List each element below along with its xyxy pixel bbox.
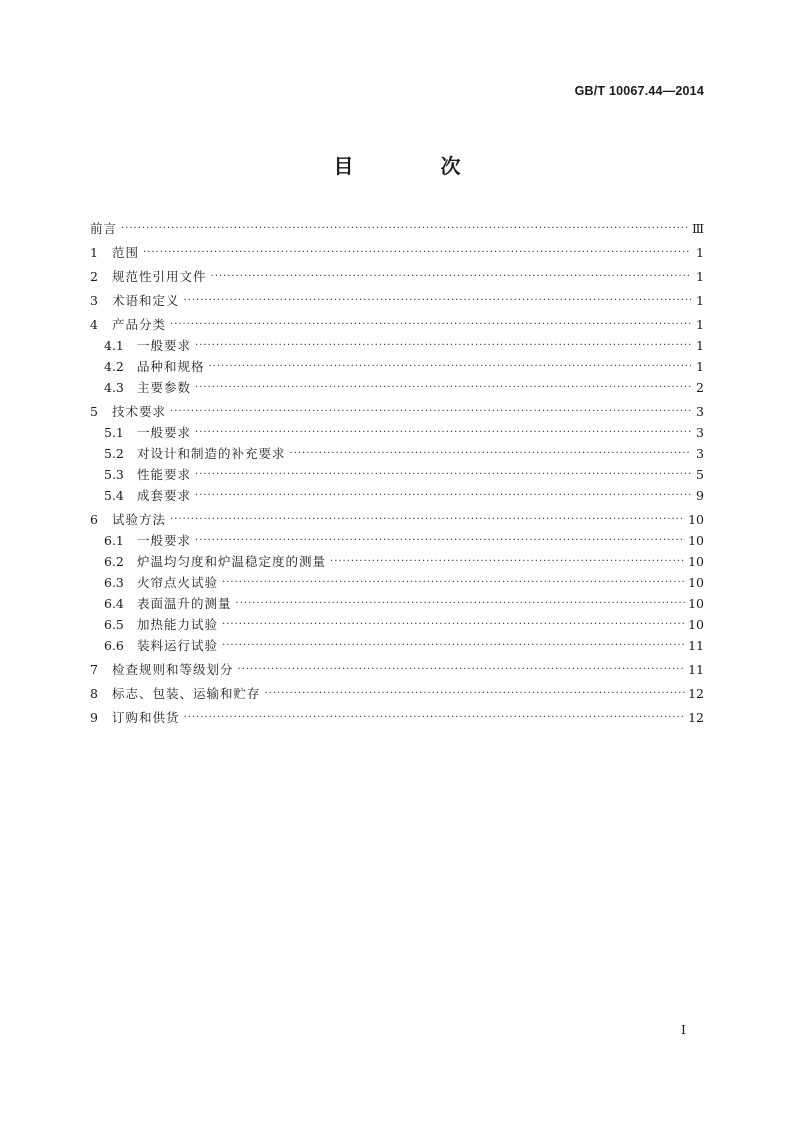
toc-leader-dots <box>121 218 689 239</box>
toc-entry[interactable] <box>90 530 704 551</box>
toc-entry[interactable] <box>90 290 704 311</box>
toc-entry-page: 10 <box>688 554 704 569</box>
toc-leader-dots <box>195 335 691 356</box>
toc-entry-label: 技术要求 <box>112 404 167 419</box>
toc-entry-page: 11 <box>688 638 704 653</box>
toc-entry-number: 6.4 <box>104 596 124 611</box>
toc-entry-number: 6 <box>90 512 98 527</box>
toc-entry[interactable] <box>90 314 704 335</box>
toc-leader-dots <box>222 635 685 656</box>
page-number: Ⅰ <box>681 1022 686 1037</box>
toc-entry-page: 12 <box>688 686 704 701</box>
toc-entry[interactable] <box>90 572 704 593</box>
toc-entry-label: 装料运行试验 <box>137 638 219 653</box>
toc-entry-label: 一般要求 <box>137 425 192 440</box>
toc-entry-label: 品种和规格 <box>137 359 205 374</box>
toc-entry-page: 10 <box>688 575 704 590</box>
toc-entry-number: 6.2 <box>104 554 124 569</box>
toc-entry[interactable] <box>90 422 704 443</box>
toc-entry-label: 火帘点火试验 <box>137 575 219 590</box>
toc-entry-number: 7 <box>90 662 98 677</box>
toc-leader-dots <box>290 443 691 464</box>
toc-entry-page: 1 <box>696 293 704 308</box>
toc-entry-label: 一般要求 <box>137 338 192 353</box>
toc-entry-page: 5 <box>696 467 704 482</box>
toc-entry-number: 5 <box>90 404 98 419</box>
toc-entry-label: 一般要求 <box>137 533 192 548</box>
toc-leader-dots <box>265 683 686 704</box>
toc-entry-page: 9 <box>696 488 704 503</box>
toc-entry[interactable] <box>90 464 704 485</box>
toc-entry-label: 表面温升的测量 <box>137 596 232 611</box>
toc-entry[interactable] <box>90 377 704 398</box>
toc-leader-dots <box>195 530 685 551</box>
toc-entry-page: 3 <box>696 446 704 461</box>
toc-leader-dots <box>236 593 686 614</box>
standard-number: GB/T 10067.44—2014 <box>574 84 704 98</box>
toc-entry-label: 检查规则和等级划分 <box>112 662 234 677</box>
toc-leader-dots <box>195 464 691 485</box>
toc-entry-page: 10 <box>688 617 704 632</box>
toc-entry-label: 术语和定义 <box>112 293 180 308</box>
toc-entry[interactable] <box>90 551 704 572</box>
toc-leader-dots <box>170 314 691 335</box>
toc-entry-label: 成套要求 <box>137 488 192 503</box>
toc-entry-number: 4 <box>90 317 98 332</box>
toc-entry-number: 1 <box>90 245 98 260</box>
toc-entry-label: 范围 <box>112 245 140 260</box>
toc-entry-number: 9 <box>90 710 98 725</box>
toc-entry-label: 试验方法 <box>112 512 167 527</box>
toc-entry-page: 3 <box>696 425 704 440</box>
toc-entry-number: 5.4 <box>104 488 124 503</box>
toc-entry-number: 8 <box>90 686 98 701</box>
toc-entry-page: 1 <box>696 317 704 332</box>
toc-entry-page: 10 <box>688 512 704 527</box>
toc-entry-page: 3 <box>696 404 704 419</box>
toc-entry-label: 规范性引用文件 <box>112 269 207 284</box>
toc-leader-dots <box>209 356 691 377</box>
toc-leader-dots <box>330 551 685 572</box>
toc-entry-number: 6.5 <box>104 617 124 632</box>
toc-entry-page: Ⅲ <box>691 221 704 236</box>
toc-entry-label: 前言 <box>90 221 118 236</box>
toc-entry-page: 10 <box>688 533 704 548</box>
toc-entry[interactable] <box>90 485 704 506</box>
toc-entry[interactable] <box>90 335 704 356</box>
toc-entry-number: 6.3 <box>104 575 124 590</box>
toc-entry-page: 2 <box>696 380 704 395</box>
toc-entry-label: 对设计和制造的补充要求 <box>137 446 286 461</box>
toc-entry-label: 加热能力试验 <box>137 617 219 632</box>
toc-entry-label: 订购和供货 <box>112 710 180 725</box>
toc-entry[interactable] <box>90 635 704 656</box>
toc-entry[interactable] <box>90 218 704 239</box>
toc-entry-page: 11 <box>688 662 704 677</box>
toc-entry[interactable] <box>90 509 704 530</box>
toc-entry-page: 1 <box>696 338 704 353</box>
toc-entry-label: 炉温均匀度和炉温稳定度的测量 <box>137 554 327 569</box>
toc-leader-dots <box>184 290 691 311</box>
toc-leader-dots <box>211 266 691 287</box>
toc-entry-label: 标志、包装、运输和贮存 <box>112 686 261 701</box>
toc-entry-number: 6.6 <box>104 638 124 653</box>
table-of-contents <box>90 215 704 728</box>
toc-entry-number: 5.1 <box>104 425 124 440</box>
toc-leader-dots <box>170 401 691 422</box>
toc-entry[interactable] <box>90 266 704 287</box>
toc-entry-number: 6.1 <box>104 533 124 548</box>
toc-entry-page: 1 <box>696 359 704 374</box>
toc-leader-dots <box>170 509 685 530</box>
toc-entry[interactable] <box>90 242 704 263</box>
toc-entry-page: 1 <box>696 269 704 284</box>
toc-entry[interactable] <box>90 593 704 614</box>
toc-entry-number: 2 <box>90 269 98 284</box>
toc-entry-page: 1 <box>696 245 704 260</box>
toc-entry-number: 4.2 <box>104 359 124 374</box>
toc-leader-dots <box>222 572 685 593</box>
toc-entry[interactable] <box>90 659 704 680</box>
toc-entry[interactable] <box>90 443 704 464</box>
toc-leader-dots <box>195 485 691 506</box>
toc-entry-number: 5.2 <box>104 446 124 461</box>
toc-entry-page: 12 <box>688 710 704 725</box>
toc-leader-dots <box>184 707 686 728</box>
toc-leader-dots <box>195 422 691 443</box>
toc-entry-number: 4.1 <box>104 338 124 353</box>
toc-entry[interactable] <box>90 683 704 704</box>
toc-entry[interactable] <box>90 356 704 377</box>
toc-entry[interactable] <box>90 614 704 635</box>
page-title-text: 目 次 <box>333 154 501 178</box>
page-title <box>0 150 794 179</box>
toc-entry-label: 性能要求 <box>137 467 192 482</box>
toc-entry-number: 3 <box>90 293 98 308</box>
toc-entry-label: 主要参数 <box>137 380 192 395</box>
toc-entry-number: 4.3 <box>104 380 124 395</box>
toc-entry-page: 10 <box>688 596 704 611</box>
toc-entry[interactable] <box>90 707 704 728</box>
toc-entry-number: 5.3 <box>104 467 124 482</box>
toc-entry-label: 产品分类 <box>112 317 167 332</box>
toc-entry[interactable] <box>90 401 704 422</box>
toc-leader-dots <box>143 242 691 263</box>
toc-leader-dots <box>195 377 691 398</box>
toc-leader-dots <box>222 614 685 635</box>
toc-leader-dots <box>238 659 686 680</box>
